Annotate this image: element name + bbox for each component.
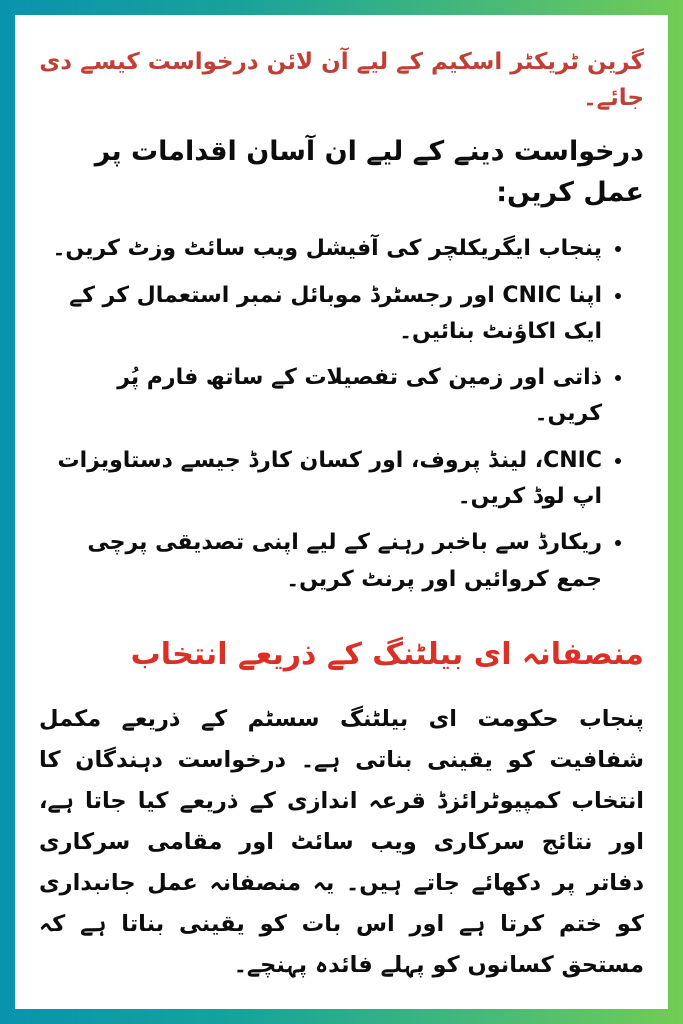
steps-heading: درخواست دینے کے لیے ان آسان اقدامات پر عمل کریں: (94, 136, 644, 208)
main-title: گرین ٹریکٹر اسکیم کے لیے آن لائن درخواست کیسے دی جائے۔ (39, 49, 644, 111)
balloting-paragraph: پنجاب حکومت ای بیلٹنگ سسٹم کے ذریعے مکمل شفافیت کو یقینی بناتی ہے۔ درخواست دہندگان کا انتخاب کمپیوٹرائزڈ قرعہ اندازی کے ذریعے کیا جاتا ہے، اور نتائج سرکاری ویب سائٹ اور مقامی سرکاری دفاتر پر دکھائے جاتے ہیں۔ یہ منصفانہ عمل جانبداری کو ختم کرتا ہے اور اس بات کو یقینی بناتا ہے کہ مستحق کسانوں کو پہلے فائدہ پہنچے۔ (39, 705, 644, 978)
list-item: • اپنا CNIC اور رجسٹرڈ موبائل نمبر استعمال کر کے ایک اکاؤنٹ بنائیں۔ (45, 278, 602, 351)
section-heading: منصفانہ ای بیلٹنگ کے ذریعے انتخاب (130, 636, 644, 672)
list-item: • ذاتی اور زمین کی تفصیلات کے ساتھ فارم پُر کریں۔ (45, 360, 602, 433)
document-sheet (15, 15, 668, 1009)
list-item: • ریکارڈ سے باخبر رہنے کے لیے اپنی تصدیقی پرچی جمع کروائیں اور پرنٹ کریں۔ (45, 525, 602, 598)
list-item: • پنجاب ایگریکلچر کی آفیشل ویب سائٹ وزٹ کریں۔ (45, 231, 602, 267)
list-item: • CNIC، لینڈ پروف، اور کسان کارڈ جیسے دستاویزات اپ لوڈ کریں۔ (45, 443, 602, 516)
steps-list (45, 231, 644, 598)
